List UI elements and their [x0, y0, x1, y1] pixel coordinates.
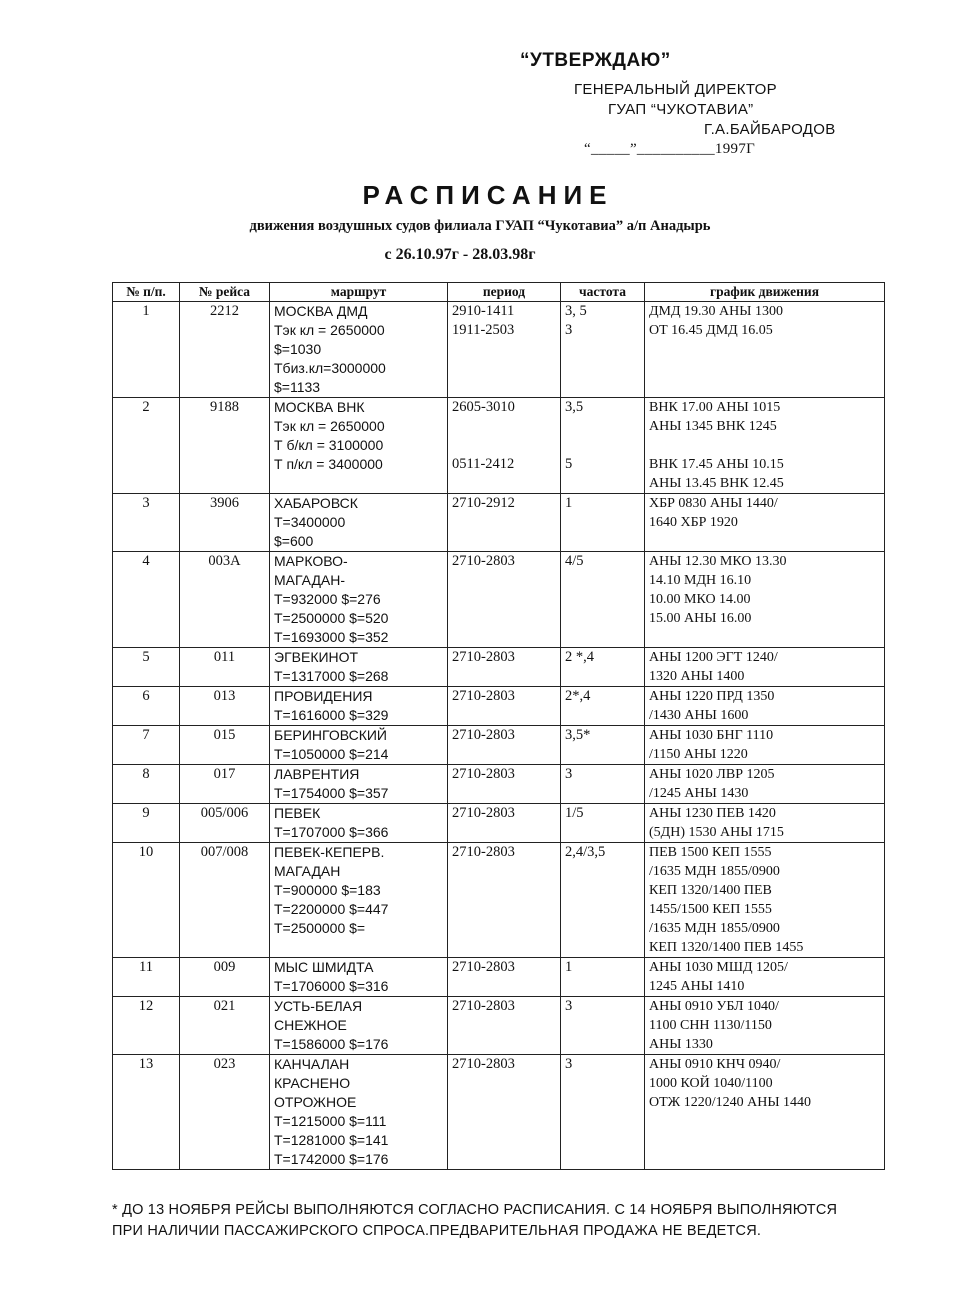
route-line: $=600: [274, 533, 314, 549]
column-header-flight: № рейса: [180, 283, 270, 302]
frequency-cell: [561, 398, 645, 494]
route-line: МЫС ШМИДТА: [274, 959, 374, 975]
schedule-line: ВНК 17.00 АНЫ 1015: [649, 400, 781, 415]
approval-line-signatory: Г.А.БАЙБАРОДОВ: [704, 121, 836, 138]
route-cell: [270, 494, 448, 552]
page-subtitle: движения воздушных судов филиала ГУАП “Чукотавиа” а/п Анадырь: [249, 218, 711, 234]
frequency-line: 3,5: [565, 399, 584, 415]
column-header-frequency: частота: [561, 283, 645, 302]
schedule-line: АНЫ 12.30 МКО 13.30: [649, 554, 787, 569]
schedule-line: АНЫ 1030 МШД 1205/: [649, 960, 788, 975]
route-cell: [270, 843, 448, 958]
schedule-line: ПЕВ 1500 КЕП 1555: [649, 845, 772, 860]
route-line: МАРКОВО-: [274, 553, 348, 569]
route-cell: [270, 648, 448, 687]
frequency-line: 2 *,4: [565, 649, 594, 665]
frequency-cell: [561, 302, 645, 398]
route-cell: [270, 1055, 448, 1170]
schedule-line: КЕП 1320/1400 ПЕВ 1455: [649, 940, 804, 955]
frequency-line: 2,4/3,5: [565, 844, 606, 860]
table-header-row: [113, 283, 885, 302]
route-line: СНЕЖНОЕ: [274, 1017, 347, 1033]
frequency-cell: [561, 804, 645, 843]
schedule-line: 1640 ХБР 1920: [649, 515, 738, 530]
route-line: $=1030: [274, 341, 322, 357]
route-line: МОСКВА ВНК: [274, 399, 365, 415]
table-row: [113, 1055, 885, 1170]
row-number-cell: 3: [113, 494, 180, 552]
route-line: Т=1215000 $=111: [274, 1113, 387, 1129]
period-line: 2710-2803: [452, 1056, 515, 1072]
frequency-line: 5: [565, 456, 573, 472]
schedule-line: АНЫ 1020 ЛВР 1205: [649, 767, 775, 782]
period-cell: [448, 726, 561, 765]
flight-number-cell: 9188: [180, 398, 270, 494]
schedule-cell: [645, 687, 885, 726]
route-line: Т=1281000 $=141: [274, 1132, 389, 1148]
page-title: РАСПИСАНИЕ: [362, 180, 614, 210]
period-line: 2910-1411: [452, 303, 515, 319]
schedule-line: ОТЖ 1220/1240 АНЫ 1440: [649, 1095, 812, 1110]
table-row: [113, 494, 885, 552]
route-line: Т п/кл = 3400000: [274, 456, 383, 472]
route-cell: [270, 302, 448, 398]
schedule-cell: [645, 804, 885, 843]
schedule-cell: [645, 302, 885, 398]
flight-number-cell: 3906: [180, 494, 270, 552]
column-header-number: № п/п.: [113, 283, 180, 302]
table-row: [113, 843, 885, 958]
row-number-cell: 7: [113, 726, 180, 765]
route-cell: [270, 687, 448, 726]
route-line: Т=1317000 $=268: [274, 668, 389, 684]
empty-line: [565, 417, 640, 436]
route-line: Т=3400000: [274, 514, 346, 530]
route-line: БЕРИНГОВСКИЙ: [274, 727, 387, 743]
route-line: Т=1742000 $=176: [274, 1151, 389, 1167]
route-line: Т=2200000 $=447: [274, 901, 389, 917]
route-line: УСТЬ-БЕЛАЯ: [274, 998, 363, 1014]
frequency-line: 3, 5: [565, 303, 587, 319]
frequency-line: 2*,4: [565, 688, 591, 704]
route-line: ХАБАРОВСК: [274, 495, 358, 511]
route-cell: [270, 804, 448, 843]
period-line: 2710-2803: [452, 844, 515, 860]
row-number-cell: 9: [113, 804, 180, 843]
route-line: ПЕВЕК: [274, 805, 321, 821]
flight-number-cell: 003А: [180, 552, 270, 648]
flight-number-cell: 015: [180, 726, 270, 765]
schedule-line: ОТ 16.45 ДМД 16.05: [649, 323, 773, 338]
period-cell: [448, 843, 561, 958]
frequency-line: 4/5: [565, 553, 584, 569]
route-line: $=1133: [274, 379, 321, 395]
route-line: Т=2500000 $=: [274, 920, 366, 936]
flight-number-cell: 011: [180, 648, 270, 687]
frequency-line: 3: [565, 1056, 573, 1072]
period-line: 2710-2803: [452, 959, 515, 975]
frequency-cell: [561, 843, 645, 958]
route-cell: [270, 958, 448, 997]
schedule-cell: [645, 1055, 885, 1170]
row-number-cell: 4: [113, 552, 180, 648]
schedule-line: ВНК 17.45 АНЫ 10.15: [649, 457, 784, 472]
schedule-line: /1635 МДН 1855/0900: [649, 864, 780, 879]
route-line: Т=932000 $=276: [274, 591, 381, 607]
period-cell: [448, 494, 561, 552]
footnote-line: ПРИ НАЛИЧИИ ПАССАЖИРСКОГО СПРОСА.ПРЕДВАРИТЕЛЬНАЯ ПРОДАЖА НЕ ВЕДЕТСЯ.: [112, 1223, 762, 1239]
route-line: Т=2500000 $=520: [274, 610, 389, 626]
period-cell: [448, 687, 561, 726]
table-row: [113, 765, 885, 804]
route-line: Тбиз.кл=3000000: [274, 360, 386, 376]
schedule-line: 1245 АНЫ 1410: [649, 979, 745, 994]
table-row: [113, 804, 885, 843]
schedule-line: КЕП 1320/1400 ПЕВ: [649, 883, 772, 898]
schedule-cell: [645, 843, 885, 958]
schedule-line: /1635 МДН 1855/0900: [649, 921, 780, 936]
frequency-cell: [561, 494, 645, 552]
frequency-line: 3: [565, 998, 573, 1014]
period-line: 2710-2803: [452, 805, 515, 821]
flight-number-cell: 009: [180, 958, 270, 997]
empty-line: [565, 436, 640, 455]
row-number-cell: 8: [113, 765, 180, 804]
route-line: МАГАДАН: [274, 863, 341, 879]
schedule-cell: [645, 726, 885, 765]
period-cell: [448, 958, 561, 997]
period-line: 2710-2803: [452, 766, 515, 782]
schedule-line: АНЫ 1030 БНГ 1110: [649, 728, 774, 743]
frequency-cell: [561, 648, 645, 687]
schedule-cell: [645, 765, 885, 804]
schedule-line: АНЫ 1230 ПЕВ 1420: [649, 806, 776, 821]
route-line: ПРОВИДЕНИЯ: [274, 688, 373, 704]
flight-number-cell: 007/008: [180, 843, 270, 958]
route-line: Т=1693000 $=352: [274, 629, 389, 645]
flight-number-cell: 013: [180, 687, 270, 726]
schedule-line: АНЫ 1345 ВНК 1245: [649, 419, 777, 434]
schedule-cell: [645, 398, 885, 494]
flight-number-cell: 005/006: [180, 804, 270, 843]
frequency-cell: [561, 687, 645, 726]
route-line: ПЕВЕК-КЕПЕРВ.: [274, 844, 385, 860]
schedule-line: ХБР 0830 АНЫ 1440/: [649, 496, 778, 511]
period-cell: [448, 804, 561, 843]
period-cell: [448, 302, 561, 398]
column-header-schedule: график движения: [645, 283, 885, 302]
frequency-line: 3,5*: [565, 727, 591, 743]
flight-number-cell: 017: [180, 765, 270, 804]
route-cell: [270, 398, 448, 494]
empty-line: [452, 436, 556, 455]
schedule-line: /1245 АНЫ 1430: [649, 786, 749, 801]
schedule-cell: [645, 648, 885, 687]
frequency-cell: [561, 958, 645, 997]
route-line: МОСКВА ДМД: [274, 303, 368, 319]
schedule-line: АНЫ 1330: [649, 1037, 713, 1052]
route-line: Т=1707000 $=366: [274, 824, 389, 840]
approval-line-date: “_____”__________1997Г: [584, 141, 756, 157]
schedule-table: [112, 282, 885, 1170]
period-cell: [448, 398, 561, 494]
route-line: КРАСНЕНО: [274, 1075, 351, 1091]
route-cell: [270, 552, 448, 648]
row-number-cell: 13: [113, 1055, 180, 1170]
row-number-cell: 12: [113, 997, 180, 1055]
route-line: ОТРОЖНОЕ: [274, 1094, 357, 1110]
row-number-cell: 10: [113, 843, 180, 958]
frequency-cell: [561, 1055, 645, 1170]
schedule-line: 1455/1500 КЕП 1555: [649, 902, 772, 917]
period-cell: [448, 552, 561, 648]
footnote-line: * ДО 13 НОЯБРЯ РЕЙСЫ ВЫПОЛНЯЮТСЯ СОГЛАСНО РАСПИСАНИЯ. С 14 НОЯБРЯ ВЫПОЛНЯЮТСЯ: [112, 1202, 838, 1218]
flight-number-cell: 021: [180, 997, 270, 1055]
route-line: ЭГВЕКИНОТ: [274, 649, 359, 665]
row-number-cell: 1: [113, 302, 180, 398]
period-line: 2710-2803: [452, 727, 515, 743]
empty-line: [452, 417, 556, 436]
schedule-period: с 26.10.97г - 28.03.98г: [384, 246, 536, 263]
period-line: 1911-2503: [452, 322, 515, 338]
route-cell: [270, 765, 448, 804]
row-number-cell: 6: [113, 687, 180, 726]
frequency-cell: [561, 552, 645, 648]
frequency-line: 3: [565, 766, 573, 782]
schedule-line: 15.00 АНЫ 16.00: [649, 611, 752, 626]
period-line: 2710-2803: [452, 998, 515, 1014]
flight-number-cell: 023: [180, 1055, 270, 1170]
route-line: Т=900000 $=183: [274, 882, 381, 898]
route-line: Т б/кл = 3100000: [274, 437, 384, 453]
route-cell: [270, 997, 448, 1055]
schedule-line: 1320 АНЫ 1400: [649, 669, 745, 684]
schedule-line: 1100 СНН 1130/1150: [649, 1018, 772, 1033]
schedule-line: /1430 АНЫ 1600: [649, 708, 749, 723]
period-line: 2710-2803: [452, 649, 515, 665]
frequency-cell: [561, 726, 645, 765]
table-row: [113, 958, 885, 997]
frequency-cell: [561, 997, 645, 1055]
row-number-cell: 2: [113, 398, 180, 494]
schedule-line: АНЫ 1200 ЭГТ 1240/: [649, 650, 778, 665]
schedule-line: АНЫ 13.45 ВНК 12.45: [649, 476, 784, 491]
route-line: ЛАВРЕНТИЯ: [274, 766, 360, 782]
frequency-line: 3: [565, 322, 573, 338]
schedule-line: 1000 КОЙ 1040/1100: [649, 1076, 773, 1091]
route-line: Т=1754000 $=357: [274, 785, 389, 801]
route-line: Т=1586000 $=176: [274, 1036, 389, 1052]
table-row: [113, 997, 885, 1055]
schedule-cell: [645, 552, 885, 648]
route-line: МАГАДАН-: [274, 572, 346, 588]
period-cell: [448, 1055, 561, 1170]
schedule-line: ДМД 19.30 АНЫ 1300: [649, 304, 783, 319]
table-row: [113, 552, 885, 648]
schedule-cell: [645, 997, 885, 1055]
flight-number-cell: 2212: [180, 302, 270, 398]
period-line: 2710-2912: [452, 495, 515, 511]
approval-line-director: ГЕНЕРАЛЬНЫЙ ДИРЕКТОР: [574, 81, 777, 98]
row-number-cell: 11: [113, 958, 180, 997]
route-line: Тэк кл = 2650000: [274, 322, 385, 338]
period-cell: [448, 648, 561, 687]
frequency-line: 1: [565, 495, 573, 511]
schedule-cell: [645, 494, 885, 552]
route-line: Тэк кл = 2650000: [274, 418, 385, 434]
row-number-cell: 5: [113, 648, 180, 687]
table-row: [113, 648, 885, 687]
column-header-period: период: [448, 283, 561, 302]
period-cell: [448, 765, 561, 804]
frequency-line: 1: [565, 959, 573, 975]
frequency-cell: [561, 765, 645, 804]
frequency-line: 1/5: [565, 805, 584, 821]
schedule-line: /1150 АНЫ 1220: [649, 747, 748, 762]
route-line: Т=1706000 $=316: [274, 978, 389, 994]
empty-line: [649, 436, 880, 455]
table-row: [113, 726, 885, 765]
approval-line-company: ГУАП “ЧУКОТАВИА”: [608, 101, 754, 118]
route-cell: [270, 726, 448, 765]
route-line: Т=1050000 $=214: [274, 746, 389, 762]
approval-heading: “УТВЕРЖДАЮ”: [520, 50, 671, 71]
table-row: [113, 302, 885, 398]
schedule-line: АНЫ 1220 ПРД 1350: [649, 689, 775, 704]
route-line: КАНЧАЛАН: [274, 1056, 350, 1072]
schedule-line: 14.10 МДН 16.10: [649, 573, 752, 588]
column-header-route: маршрут: [270, 283, 448, 302]
table-row: [113, 398, 885, 494]
schedule-line: 10.00 МКО 14.00: [649, 592, 751, 607]
period-line: 2710-2803: [452, 688, 515, 704]
route-line: Т=1616000 $=329: [274, 707, 389, 723]
period-line: 0511-2412: [452, 456, 515, 472]
footnote: [112, 1200, 962, 1242]
table-row: [113, 687, 885, 726]
schedule-line: (5ДН) 1530 АНЫ 1715: [649, 825, 784, 840]
period-cell: [448, 997, 561, 1055]
period-line: 2605-3010: [452, 399, 515, 415]
schedule-cell: [645, 958, 885, 997]
schedule-line: АНЫ 0910 УБЛ 1040/: [649, 999, 779, 1014]
schedule-line: АНЫ 0910 КНЧ 0940/: [649, 1057, 781, 1072]
period-line: 2710-2803: [452, 553, 515, 569]
